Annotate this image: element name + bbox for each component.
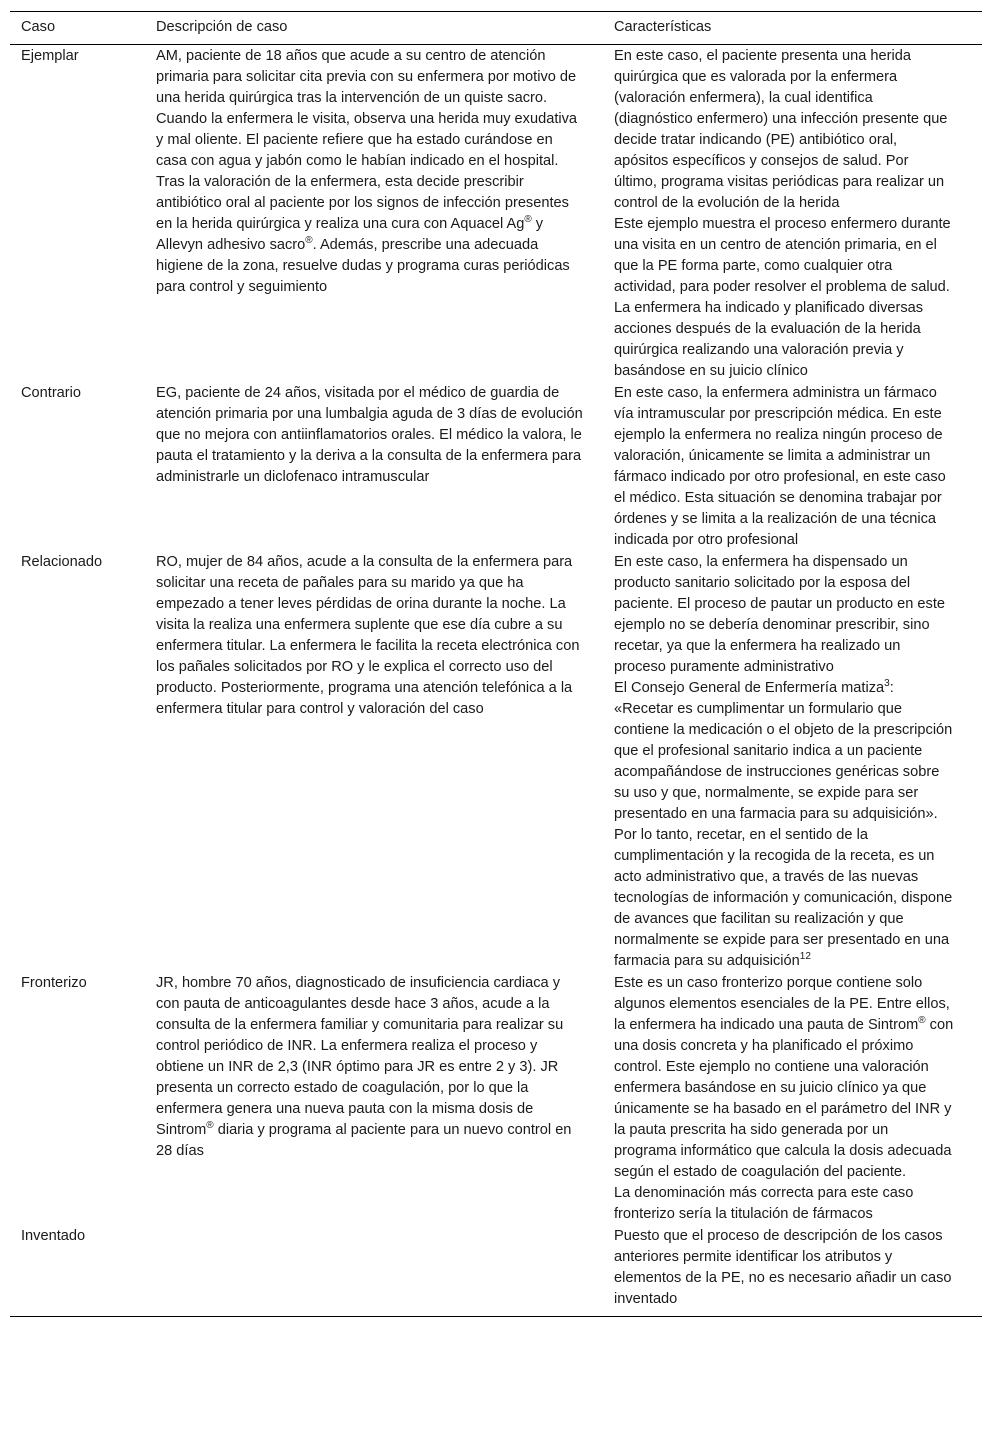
- header-caracteristicas: Características: [614, 19, 712, 35]
- paragraph: [614, 678, 954, 825]
- table-row: [10, 382, 982, 551]
- row-caso-relacionado: Relacionado: [21, 554, 103, 570]
- text: El Consejo General de Enfermería matiza: [614, 680, 885, 696]
- header-caso: Caso: [21, 19, 56, 35]
- header-descripcion: Descripción de caso: [156, 19, 288, 35]
- paragraph: [614, 825, 954, 972]
- row-caracteristicas-relacionado: [604, 551, 982, 972]
- reference-mark: 3: [884, 678, 890, 690]
- registered-mark: ®: [305, 235, 313, 247]
- registered-mark: ®: [524, 214, 532, 226]
- row-caso-contrario: Contrario: [21, 385, 82, 401]
- paragraph: [614, 973, 954, 1183]
- table-row: [10, 1225, 982, 1317]
- row-descripcion-fronterizo: [145, 972, 604, 1225]
- row-descripcion-contrario: EG, paciente de 24 años, visitada por el médico de guardia de atención primaria por una lumbalgia aguda de 3 días de evolución que no mejora con antiinflamatorios orales. El médico la valora, le pauta el tratamiento y la deriva a la consulta de la enfermera para administrarle un diclofenaco intramuscular: [156, 385, 583, 485]
- text: Por lo tanto, recetar, en el sentido de la cumplimentación y la recogida de la receta, es un acto administrativo que, a través de las nuevas tecnologías de información y comunicación, dispone de avances que facilitan su realización y que normalmente se expide para ser presentado en una farmacia para su adquisición: [614, 827, 953, 969]
- paragraph: La denominación más correcta para este caso fronterizo sería la titulación de fármacos: [614, 1185, 914, 1222]
- row-caracteristicas-inventado: Puesto que el proceso de descripción de los casos anteriores permite identificar los atributos y elementos de la PE, no es necesario añadir un caso inventado: [614, 1228, 952, 1307]
- row-caracteristicas-contrario: En este caso, la enfermera administra un fármaco vía intramuscular por prescripción médica. En este ejemplo la enfermera no realiza ningún proceso de valoración, únicamente se limita a administrar un fármaco indicado por otro profesional, en este caso el médico. Esta situación se denomina trabajar por órdenes y se limita a la realización de una técnica indicada por otro profesional: [614, 385, 946, 548]
- text: : «Recetar es cumplimentar un formulario que contiene la medicación o el objeto de la prescripción que el profesional sanitario indica a un paciente acompañándose de instrucciones genéricas sobre su uso y que, normalmente, se expide para ser presentado en una farmacia para su adquisición».: [614, 680, 953, 822]
- text: y Allevyn adhesivo sacro: [156, 216, 544, 253]
- registered-mark: ®: [918, 1015, 926, 1027]
- paragraph: Este ejemplo muestra el proceso enfermero durante una visita en un centro de atención primaria, en el que la PE forma parte, como cualquier otra actividad, para poder resolver el problema de salud. La enfermera ha indicado y planificado diversas acciones después de la evaluación de la herida quirúrgica realizando una valoración previa y basándose en su juicio clínico: [614, 216, 951, 379]
- table-row: [10, 551, 982, 972]
- row-descripcion-inventado: [145, 1225, 604, 1317]
- row-descripcion-relacionado: RO, mujer de 84 años, acude a la consulta de la enfermera para solicitar una receta de pañales para su marido ya que ha empezado a tener leves pérdidas de orina durante la noche. La visita la realiza una enfermera suplente que ese día cubre a su enfermera titular. La enfermera le facilita la receta electrónica con los pañales solicitados por RO y le explica el correcto uso del producto. Posteriormente, programa una atención telefónica a la enfermera titular para control y valoración del caso: [156, 554, 580, 717]
- text: diaria y programa al paciente para un nuevo control en 28 días: [156, 1122, 572, 1159]
- case-table: [10, 11, 982, 1317]
- table-row: [10, 972, 982, 1225]
- row-caracteristicas-ejemplar: [604, 45, 982, 383]
- paragraph: En este caso, el paciente presenta una herida quirúrgica que es valorada por la enfermera (valoración enfermera), la cual identifica (diagnóstico enfermero) una infección presente que decide tratar indicando (PE) antibiótico oral, apósitos específicos y consejos de salud. Por último, programa visitas periódicas para realizar un control de la evolución de la herida: [614, 48, 948, 211]
- text: . Además, prescribe una adecuada higiene de la zona, resuelve dudas y programa curas periódicas para control y seguimiento: [156, 237, 570, 295]
- text: JR, hombre 70 años, diagnosticado de insuficiencia cardiaca y con pauta de anticoagulantes desde hace 3 años, acude a la consulta de la enfermera familiar y comunitaria para realizar su control periódico de INR. La enfermera realiza el proceso y obtiene un INR de 2,3 (INR óptimo para JR es entre 2 y 3). JR presenta un correcto estado de coagulación, por lo que la enfermera genera una nueva pauta con la misma dosis de Sintrom: [156, 975, 564, 1138]
- row-caracteristicas-fronterizo: [604, 972, 982, 1225]
- row-caso-fronterizo: Fronterizo: [21, 975, 87, 991]
- paragraph: En este caso, la enfermera ha dispensado un producto sanitario solicitado por la esposa del paciente. El proceso de pautar un producto en este ejemplo no se debería denominar prescribir, sino recetar, ya que la enfermera ha realizado un proceso puramente administrativo: [614, 554, 946, 675]
- row-caso-ejemplar: Ejemplar: [21, 48, 79, 64]
- row-descripcion-ejemplar: [145, 45, 604, 383]
- table-row: [10, 45, 982, 383]
- row-caso-inventado: Inventado: [21, 1228, 86, 1244]
- text: AM, paciente de 18 años que acude a su centro de atención primaria para solicitar cita previa con su enfermera por motivo de una herida quirúrgica tras la intervención de un quiste sacro. Cuando la enfermera le visita, observa una herida muy exudativa y mal oliente. El paciente refiere que ha estado curándose en casa con agua y jabón como le habían indicado en el hospital. Tras la valoración de la enfermera, esta decide prescribir antibiótico oral al paciente por los signos de infección presentes en la herida quirúrgica y realiza una cura con Aquacel Ag: [156, 48, 578, 232]
- header-row: [10, 12, 982, 45]
- text: Este es un caso fronterizo porque contiene solo algunos elementos esenciales de la PE. Entre ellos, la enfermera ha indicado una pauta de Sintrom: [614, 975, 950, 1033]
- text: con una dosis concreta y ha planificado el próximo control. Este ejemplo no contiene una valoración enfermera basándose en su juicio clínico ya que únicamente se ha basado en el parámetro del INR y la pauta prescrita ha sido generada por un programa informático que calcula la dosis adecuada según el estado de coagulación del paciente.: [614, 1017, 954, 1180]
- reference-mark: 12: [799, 951, 811, 963]
- table-header: [10, 12, 982, 45]
- registered-mark: ®: [206, 1120, 214, 1132]
